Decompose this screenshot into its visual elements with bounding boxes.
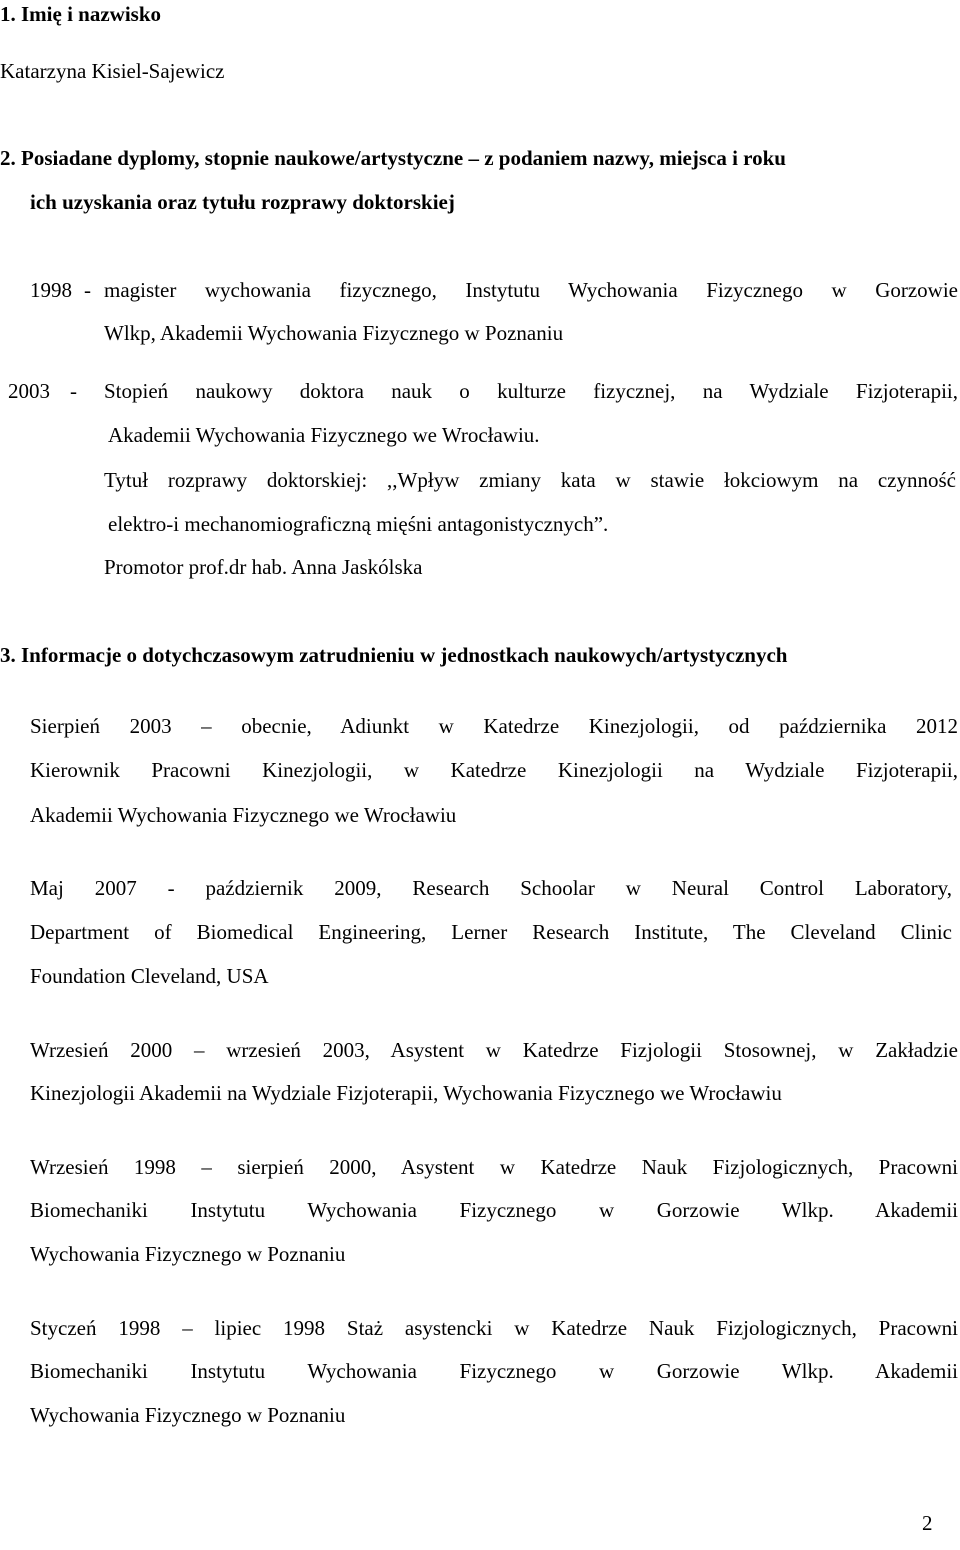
degree-2003-line-2: Akademii Wychowania Fizycznego we Wrocławiu. [108,423,540,447]
employment-2-line-3: Foundation Cleveland, USA [30,964,269,988]
employment-4-line-2: Biomechaniki Instytutu Wychowania Fizycznego w Gorzowie Wlkp. Akademii [30,1198,958,1222]
degree-1998-year: 1998 [30,278,72,302]
employment-3-line-2: Kinezjologii Akademii na Wydziale Fizjoterapii, Wychowania Fizycznego we Wrocławiu [30,1081,782,1105]
dissertation-promoter: Promotor prof.dr hab. Anna Jaskólska [104,555,423,579]
section-2-heading-line-1: 2. Posiadane dyplomy, stopnie naukowe/artystyczne – z podaniem nazwy, miejsca i roku [0,146,786,170]
employment-4-line-3: Wychowania Fizycznego w Poznaniu [30,1242,346,1266]
degree-2003-year: 2003 [8,379,50,403]
degree-2003-dash: - [70,379,77,403]
employment-2-line-2: Department of Biomedical Engineering, Lerner Research Institute, The Cleveland Clinic [30,920,952,944]
degree-1998-line-1: magister wychowania fizycznego, Instytutu Wychowania Fizycznego w Gorzowie [104,278,958,302]
employment-5-line-2: Biomechaniki Instytutu Wychowania Fizycznego w Gorzowie Wlkp. Akademii [30,1359,958,1383]
section-1-heading: 1. Imię i nazwisko [0,2,162,26]
employment-4-line-1: Wrzesień 1998 – sierpień 2000, Asystent w Katedrze Nauk Fizjologicznych, Pracowni [30,1155,958,1179]
employment-1-line-3: Akademii Wychowania Fizycznego we Wrocławiu [30,803,457,827]
section-2-heading-line-2: ich uzyskania oraz tytułu rozprawy doktorskiej [30,190,455,214]
employment-1-line-1: Sierpień 2003 – obecnie, Adiunkt w Katedrze Kinezjologii, od października 2012 [30,714,958,738]
degree-1998-line-2: Wlkp, Akademii Wychowania Fizycznego w Poznaniu [104,321,564,345]
full-name: Katarzyna Kisiel-Sajewicz [0,59,225,83]
employment-2-line-1: Maj 2007 - październik 2009, Research Schoolar w Neural Control Laboratory, [30,876,952,900]
employment-5-line-1: Styczeń 1998 – lipiec 1998 Staż asystencki w Katedrze Nauk Fizjologicznych, Pracowni [30,1316,958,1340]
employment-3-line-1: Wrzesień 2000 – wrzesień 2003, Asystent w Katedrze Fizjologii Stosownej, w Zakładzie [30,1038,958,1062]
dissertation-title-line-1: Tytuł rozprawy doktorskiej: ,,Wpływ zmiany kata w stawie łokciowym na czynność [104,468,956,492]
dissertation-title-line-2: elektro-i mechanomiograficzną mięśni antagonistycznych”. [108,512,609,536]
degree-2003-line-1: Stopień naukowy doktora nauk o kulturze fizycznej, na Wydziale Fizjoterapii, [104,379,958,403]
section-3-heading: 3. Informacje o dotychczasowym zatrudnieniu w jednostkach naukowych/artystycznych [0,643,788,667]
employment-5-line-3: Wychowania Fizycznego w Poznaniu [30,1403,346,1427]
degree-1998-dash: - [84,278,91,302]
page-number: 2 [922,1511,933,1535]
employment-1-line-2: Kierownik Pracowni Kinezjologii, w Katedrze Kinezjologii na Wydziale Fizjoterapii, [30,758,958,782]
